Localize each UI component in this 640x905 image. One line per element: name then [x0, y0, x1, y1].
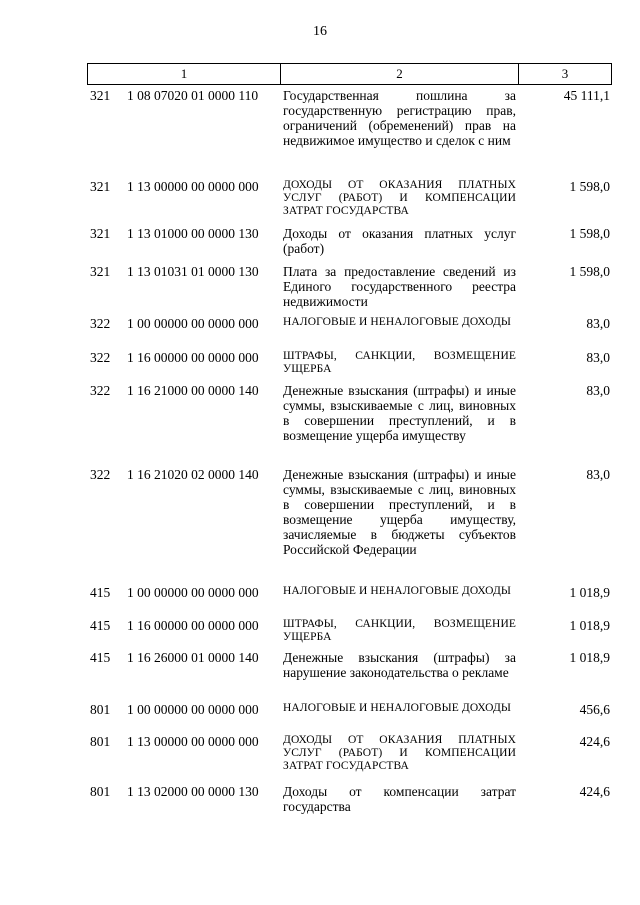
- table-body: [0, 88, 640, 824]
- revenue-name: ШТРАФЫ, САНКЦИИ, ВОЗМЕЩЕНИЕ УЩЕРБА: [283, 618, 516, 643]
- table-row: [0, 383, 640, 467]
- budget-code: 1 00 00000 00 0000 000: [127, 585, 259, 600]
- amount: 1 018,9: [569, 618, 610, 633]
- revenue-name: НАЛОГОВЫЕ И НЕНАЛОГОВЫЕ ДОХОДЫ: [283, 316, 512, 328]
- amount: 1 598,0: [569, 179, 610, 194]
- revenue-name: Денежные взыскания (штрафы) за нарушение законодательства о рекламе: [283, 650, 516, 680]
- amount: 424,6: [579, 734, 610, 749]
- revenue-name: НАЛОГОВЫЕ И НЕНАЛОГОВЫЕ ДОХОДЫ: [283, 702, 512, 714]
- header-col-2: 2: [281, 64, 519, 84]
- table-row: [0, 618, 640, 650]
- revenue-name: Доходы от оказания платных услуг (работ): [283, 226, 516, 256]
- revenue-name: Доходы от компенсации затрат государства: [283, 784, 516, 814]
- header-col-1: 1: [88, 64, 281, 84]
- amount: 83,0: [586, 316, 610, 331]
- table-row: [0, 650, 640, 702]
- budget-code: 1 16 00000 00 0000 000: [127, 618, 259, 633]
- table-row: [0, 350, 640, 383]
- admin-code: 322: [90, 350, 111, 365]
- budget-code: 1 16 26000 01 0000 140: [127, 650, 259, 665]
- admin-code: 321: [90, 179, 111, 194]
- table-row: [0, 734, 640, 784]
- table-row: [0, 585, 640, 618]
- table-header: [87, 63, 612, 85]
- admin-code: 415: [90, 618, 111, 633]
- revenue-name: Плата за предоставление сведений из Единого государственного реестра недвижимости: [283, 264, 516, 309]
- budget-code: 1 13 01031 01 0000 130: [127, 264, 259, 279]
- admin-code: 321: [90, 264, 111, 279]
- amount: 1 018,9: [569, 650, 610, 665]
- amount: 456,6: [579, 702, 610, 717]
- budget-code: 1 13 00000 00 0000 000: [127, 734, 259, 749]
- budget-code: 1 00 00000 00 0000 000: [127, 316, 259, 331]
- budget-code: 1 13 02000 00 0000 130: [127, 784, 259, 799]
- admin-code: 801: [90, 734, 111, 749]
- amount: 83,0: [586, 350, 610, 365]
- admin-code: 415: [90, 585, 111, 600]
- amount: 424,6: [579, 784, 610, 799]
- revenue-name: ДОХОДЫ ОТ ОКАЗАНИЯ ПЛАТНЫХ УСЛУГ (РАБОТ) И КОМПЕНСАЦИИ ЗАТРАТ ГОСУДАРСТВА: [283, 734, 516, 772]
- page-number: 16: [313, 24, 327, 39]
- table-row: [0, 702, 640, 734]
- budget-code: 1 13 01000 00 0000 130: [127, 226, 259, 241]
- amount: 45 111,1: [563, 88, 610, 103]
- budget-code: 1 16 00000 00 0000 000: [127, 350, 259, 365]
- amount: 83,0: [586, 383, 610, 398]
- table-row: [0, 179, 640, 226]
- revenue-name: ШТРАФЫ, САНКЦИИ, ВОЗМЕЩЕНИЕ УЩЕРБА: [283, 350, 516, 375]
- revenue-name: Государственная пошлина за государственную регистрацию прав, ограничений (обременений) прав на недвижимое имущество и сделок с ним: [283, 88, 516, 148]
- admin-code: 322: [90, 316, 111, 331]
- revenue-name: ДОХОДЫ ОТ ОКАЗАНИЯ ПЛАТНЫХ УСЛУГ (РАБОТ) И КОМПЕНСАЦИИ ЗАТРАТ ГОСУДАРСТВА: [283, 179, 516, 217]
- admin-code: 322: [90, 383, 111, 398]
- admin-code: 801: [90, 784, 111, 799]
- admin-code: 321: [90, 88, 111, 103]
- revenue-name: Денежные взыскания (штрафы) и иные суммы, взыскиваемые с лиц, виновных в совершении преступлений, и в возмещение ущерба имуществу, зачисляемые в бюджеты субъектов Российской Федерации: [283, 467, 516, 557]
- table-row: [0, 784, 640, 824]
- admin-code: 321: [90, 226, 111, 241]
- admin-code: 322: [90, 467, 111, 482]
- revenue-name: НАЛОГОВЫЕ И НЕНАЛОГОВЫЕ ДОХОДЫ: [283, 585, 512, 597]
- budget-code: 1 13 00000 00 0000 000: [127, 179, 259, 194]
- header-col-3: 3: [561, 66, 569, 81]
- admin-code: 801: [90, 702, 111, 717]
- table-row: [0, 226, 640, 264]
- table-row: [0, 467, 640, 585]
- table-row: [0, 264, 640, 316]
- budget-code: 1 16 21020 02 0000 140: [127, 467, 259, 482]
- budget-code: 1 16 21000 00 0000 140: [127, 383, 259, 398]
- revenue-name: Денежные взыскания (штрафы) и иные суммы, взыскиваемые с лиц, виновных в совершении преступлений, и в возмещение ущерба имуществу: [283, 383, 516, 443]
- budget-code: 1 08 07020 01 0000 110: [127, 88, 259, 103]
- table-row: [0, 88, 640, 179]
- table-row: [0, 316, 640, 350]
- amount: 1 018,9: [569, 585, 610, 600]
- amount: 83,0: [586, 467, 610, 482]
- amount: 1 598,0: [569, 226, 610, 241]
- admin-code: 415: [90, 650, 111, 665]
- amount: 1 598,0: [569, 264, 610, 279]
- budget-code: 1 00 00000 00 0000 000: [127, 702, 259, 717]
